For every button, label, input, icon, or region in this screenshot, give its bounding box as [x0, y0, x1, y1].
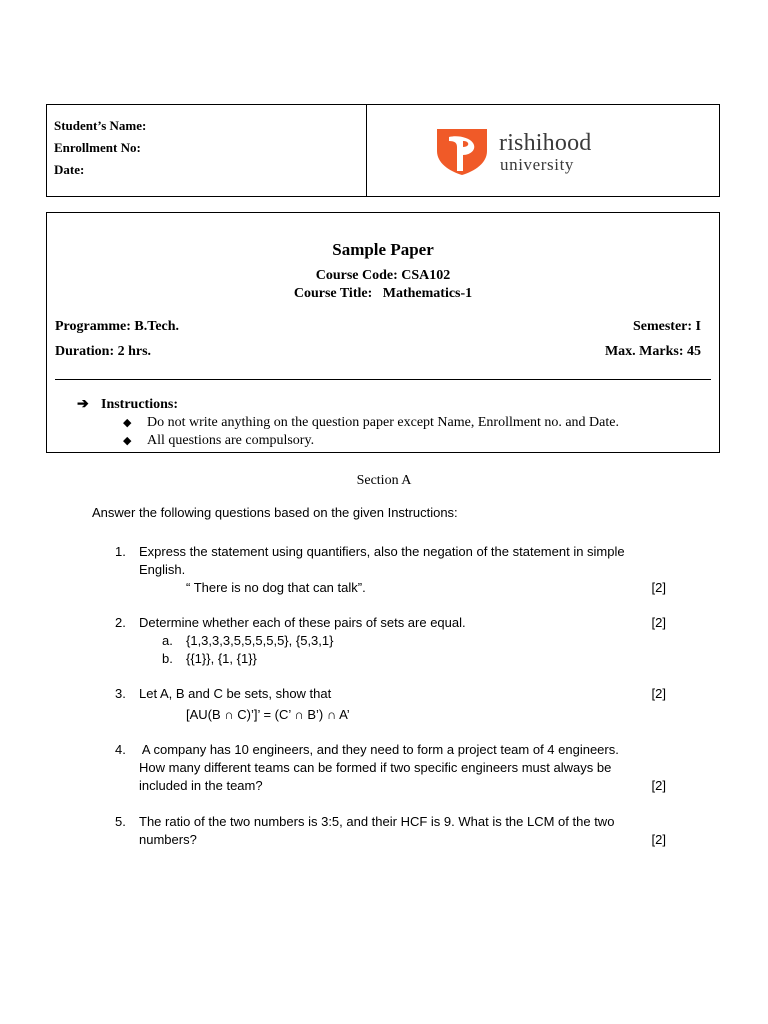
instruction-text: All questions are compulsory. [147, 433, 315, 448]
course-title: Course Title: Mathematics-1 [293, 286, 473, 301]
question-number: 5. [115, 814, 126, 829]
diamond-bullet-icon: ◆ [123, 435, 132, 447]
question-5 [115, 813, 670, 849]
instruction-text: Do not write anything on the question paper except Name, Enrollment no. and Date. [147, 415, 619, 430]
subpart-label: a. [162, 633, 173, 648]
enrollment-label: Enrollment No: [54, 140, 141, 155]
instructions-heading: Instructions: [101, 397, 179, 412]
programme: Programme: B.Tech. [55, 319, 180, 334]
question-3 [115, 685, 670, 703]
section-title: Section A [356, 473, 412, 488]
logo-subtitle: university [500, 155, 574, 174]
question-marks: [2] [651, 615, 666, 630]
instructions-heading-row [77, 396, 178, 413]
question-text: Determine whether each of these pairs of sets are equal. [139, 615, 466, 630]
date-label: Date: [54, 162, 85, 177]
question-4 [115, 741, 670, 795]
subpart-text: {1,3,3,3,5,5,5,5,5}, {5,3,1} [186, 633, 334, 648]
max-marks: Max. Marks: 45 [604, 344, 701, 359]
student-name-label: Student’s Name: [54, 118, 147, 133]
arrow-right-icon: ➔ [77, 397, 89, 412]
university-logo-icon [433, 125, 491, 175]
question-quote: “ There is no dog that can talk”. [186, 580, 366, 595]
subpart-text: {{1}}, {1, {1}} [186, 651, 257, 666]
question-number: 4. [115, 742, 126, 757]
subpart-label: b. [162, 651, 173, 666]
instruction-item [123, 415, 619, 431]
question-number: 3. [115, 686, 126, 701]
question-text: The ratio of the two numbers is 3:5, and their HCF is 9. What is the LCM of the two [139, 814, 615, 829]
question-text: English. [139, 562, 186, 577]
logo-name: rishihood [499, 130, 592, 156]
question-1 [115, 543, 670, 597]
question-text: included in the team? [139, 778, 263, 793]
duration: Duration: 2 hrs. [55, 344, 152, 359]
logo-cell [367, 105, 719, 196]
question-marks: [2] [651, 778, 666, 793]
paper-title: Sample Paper [332, 240, 434, 259]
question-formula: [AU(B ∩ C)’]’ = (C’ ∩ B’) ∩ A’ [186, 707, 350, 722]
question-text: numbers? [139, 832, 197, 847]
question-text: How many different teams can be formed if two specific engineers must always be [139, 760, 612, 775]
course-code: Course Code: CSA102 [315, 268, 451, 283]
instruction-item [123, 433, 314, 449]
question-text: Express the statement using quantifiers, also the negation of the statement in simple [139, 544, 625, 559]
student-details [47, 105, 367, 196]
question-2 [115, 614, 670, 632]
question-number: 2. [115, 615, 126, 630]
section-lead: Answer the following questions based on the given Instructions: [92, 505, 458, 520]
question-marks: [2] [651, 832, 666, 847]
semester: Semester: I [632, 319, 701, 334]
question-number: 1. [115, 544, 126, 559]
header-table [46, 104, 720, 197]
divider [55, 379, 711, 380]
question-marks: [2] [651, 580, 666, 595]
question-marks: [2] [651, 686, 666, 701]
diamond-bullet-icon: ◆ [123, 417, 132, 429]
paper-info-box [46, 212, 720, 453]
question-text: A company has 10 engineers, and they need to form a project team of 4 engineers. [139, 742, 619, 757]
question-text: Let A, B and C be sets, show that [139, 686, 332, 701]
